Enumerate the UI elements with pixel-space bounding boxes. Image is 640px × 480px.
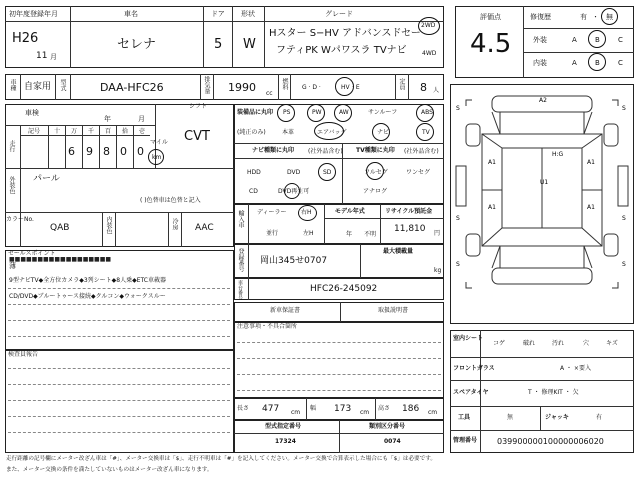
shape-label: 形状 [241, 10, 255, 18]
tv-analog: アナログ [363, 188, 388, 195]
digit-header-5: 拾 [122, 128, 129, 135]
digit-header-4: 百 [105, 128, 112, 135]
length-cm: cm [291, 409, 301, 416]
nav-sd: SD [323, 169, 332, 176]
nav-dvd-playback: DVD再生可 [278, 188, 310, 195]
equip-leather: 本革 [282, 129, 295, 136]
repair-yes: 有 [580, 13, 587, 21]
mileage-digit-2: 9 [86, 145, 93, 158]
first-reg-year: H26 [12, 31, 39, 46]
exterior-a: A [572, 36, 577, 44]
interior-hole: 穴 [583, 340, 590, 347]
mile-label: マイル [150, 139, 168, 146]
model-code: DAA-HFC26 [100, 81, 164, 94]
diagram-a2: A2 [539, 97, 547, 104]
usage-value: 自家用 [24, 82, 52, 92]
cc-unit: cc [266, 90, 273, 97]
ac-value: AAC [195, 223, 214, 233]
inspector-label: 検査員報告 [8, 351, 39, 358]
import-left: 左H [303, 230, 314, 237]
drive-2wd: 2WD [421, 22, 436, 29]
exterior-b: B [595, 36, 600, 44]
chassis-number: HFC26-245092 [310, 284, 378, 294]
category-value: 0074 [384, 438, 401, 445]
capacity-label: 定員 [398, 78, 405, 90]
height-value: 186 [402, 404, 420, 414]
tv-oneseg: ワンセグ [406, 169, 431, 176]
digit-header-1: 十 [54, 128, 61, 135]
warranty-box [234, 302, 444, 322]
interior-burn: コゲ [493, 340, 506, 347]
equip-aw-circle [334, 104, 352, 122]
digit-header-2: 万 [71, 128, 78, 135]
type-label: 型式 [59, 79, 66, 91]
fuel-rest: · E [352, 84, 360, 91]
shape-value: W [243, 37, 256, 52]
diagram-hg: H:G [552, 151, 564, 158]
sales-line-2: 9型ナビTV◆全方位カメラ◆3列シート◆8人乗◆ETC車載器 [9, 277, 166, 284]
score-label: 評価点 [480, 13, 501, 21]
mgmt-label: 管理番号 [453, 437, 478, 444]
fuel-options: G · D · [302, 84, 321, 91]
exterior-label: 外装 [533, 36, 547, 44]
recycle-value: 11,810 [394, 224, 426, 234]
sales-line-3: CD/DVD◆ブルートゥース接続◆クルコン◆ウォークスルー [9, 293, 166, 300]
equip-nav: ナビ [377, 129, 390, 136]
width-cm: cm [360, 409, 370, 416]
grade-line-2: フティPK Wパワスラ TVナビ [276, 45, 407, 56]
nav-dvd-playback-circle [284, 183, 300, 199]
tv-fullseg: フルセグ [364, 169, 388, 176]
model-year-label: モデル年式 [335, 208, 365, 215]
nav-cd: CD [249, 188, 258, 195]
interior-tear: 破れ [523, 340, 536, 347]
equip-airbag-circle [314, 122, 344, 140]
length-value: 477 [262, 404, 280, 414]
digit-header-0: 記号 [28, 128, 41, 135]
equip-ps-circle [277, 104, 295, 122]
repair-dash: ・ [592, 13, 599, 21]
interior-stain: 汚れ [552, 340, 565, 347]
nav-hdd: HDD [247, 169, 261, 176]
capacity-value: 8 [420, 81, 427, 94]
first-reg-label: 初年度登録年月 [9, 10, 58, 18]
model-year-unknown: 不明 [364, 231, 377, 238]
doors-label: ドア [211, 10, 225, 18]
registration-label: 登録番号 [237, 248, 244, 272]
nav-dvd: DVD [287, 169, 301, 176]
sales-label: セールスポイント [8, 250, 56, 257]
ac-label: 冷房 [171, 218, 178, 230]
km-label: km [152, 154, 162, 161]
import-right-circle [298, 205, 317, 221]
doors-value: 5 [214, 37, 223, 52]
sales-box [5, 250, 234, 350]
equip-aw: AW [339, 109, 349, 116]
displacement-label: 排気量 [203, 76, 210, 94]
footer-line-2: また、メーター交換の条件を満たしていないものはメーター改ざん車になります。 [6, 467, 213, 473]
diagram-a1-1: A1 [488, 159, 496, 166]
owners-manual: 取扱説明書 [378, 307, 409, 314]
score-value: 4.5 [470, 29, 512, 59]
fuel-hv-circle [335, 77, 354, 96]
car-name-label: 車名 [124, 10, 138, 18]
grade-line-1: Hスター S−HV アドバンスドセー [269, 28, 421, 39]
diagram-s-6: S [622, 261, 626, 268]
nav-header: ナビ種類に丸印 [252, 147, 295, 154]
fuel-hv: HV [341, 84, 350, 91]
footer-line-1: 走行距離の記号欄にメーター改ざん車は「#」、メーター交換車は「$」、走行不明車は「#」を記入してください。メーター交換で合算表示した場合にも「$」は必要です。 [6, 456, 436, 462]
import-parallel: 並行 [266, 230, 279, 237]
interior-c: C [618, 59, 623, 67]
length-label: 長さ [237, 405, 250, 412]
diagram-a1-2: A1 [587, 159, 595, 166]
import-label: 輸入車 [237, 210, 244, 228]
width-label: 幅 [310, 405, 317, 412]
equip-tv: TV [422, 129, 430, 136]
notes-label: 注意事項・不具合箇所 [237, 323, 298, 330]
car-damage-diagram [452, 86, 632, 322]
jack-value: 有 [596, 414, 603, 421]
equip-sunroof: サンルーフ [368, 109, 398, 116]
repair-no: 無 [606, 13, 613, 21]
diagram-s-1: S [456, 105, 460, 112]
inspector-box [5, 350, 234, 453]
notes-box [234, 322, 444, 398]
interior-sheet-label: 室内シート [453, 335, 484, 342]
sales-line-0: ■■■■■■■■■■■■■■■■■■ [9, 256, 112, 263]
type-designation-label: 型式指定番号 [265, 423, 302, 430]
equip-tv-circle [416, 123, 434, 141]
drive-4wd: 4WD [422, 50, 437, 57]
width-value: 173 [334, 404, 352, 414]
recycle-label: リサイクル預託金 [385, 208, 433, 215]
car-name: セレナ [117, 37, 157, 52]
category-label: 類別区分番号 [369, 423, 406, 430]
digit-header-6: 壱 [139, 128, 146, 135]
shift-label: シフト [189, 103, 208, 110]
model-year-unit: 年 [346, 231, 353, 238]
spare-label: スペアタイヤ [453, 389, 489, 396]
type-designation-value: 17324 [275, 438, 296, 445]
exterior-c: C [618, 36, 623, 44]
windshield-label: フロントガラス [453, 365, 495, 372]
new-car-warranty: 新車保証書 [270, 307, 301, 314]
equip-pw: PW [312, 109, 322, 116]
equipment-sub: (純正のみ) [237, 129, 266, 136]
equip-abs-circle [416, 104, 434, 122]
mileage-digit-3: 8 [103, 145, 110, 158]
spare-value: T ・ 修理KIT ・ 欠 [528, 389, 579, 396]
diagram-s-2: S [622, 105, 626, 112]
inspection-label: 車検 [25, 109, 39, 117]
reg-label: 車種 [9, 79, 16, 91]
chassis-label: 車台番号 [237, 280, 243, 300]
import-dealer: ディーラー [257, 209, 287, 216]
tv-header: TV種類に丸印 [356, 147, 395, 154]
color-label: 外装色 [8, 176, 15, 194]
mileage-digit-1: 6 [68, 145, 75, 158]
repair-no-circle [601, 8, 618, 25]
inspection-month: 月 [138, 115, 145, 123]
fuel-label: 燃料 [281, 78, 288, 90]
month-unit: 月 [50, 53, 57, 61]
repair-label: 修復歴 [530, 13, 551, 21]
interior-b: B [595, 59, 600, 67]
diagram-s-4: S [622, 215, 626, 222]
max-load-kg: kg [434, 267, 442, 274]
mileage-digit-4: 0 [120, 145, 127, 158]
equipment-label: 装備品に丸印 [237, 109, 274, 116]
equip-airbag: エアバッグ [317, 129, 347, 136]
tv-sub: (社外品含む) [404, 148, 439, 155]
mileage-digit-5: 0 [137, 145, 144, 158]
exterior-b-circle [588, 30, 606, 48]
interior-b-circle [588, 53, 606, 71]
jack-label: ジャッキ [545, 414, 569, 421]
recycle-yen: 円 [434, 230, 441, 237]
digit-header-3: 千 [88, 128, 95, 135]
first-reg-month: 11 [36, 51, 48, 61]
diagram-a1-3: A1 [488, 204, 496, 211]
diagram-a1-4: A1 [587, 204, 595, 211]
equip-nav-circle [372, 123, 390, 141]
diagram-s-5: S [456, 261, 460, 268]
interior-label: 内装 [533, 59, 547, 67]
inspection-year: 年 [104, 115, 111, 123]
tools-label: 工具 [458, 414, 471, 421]
tools-value: 無 [507, 414, 514, 421]
mileage-label: 走行 [8, 140, 15, 152]
sales-line-1: 薄 [9, 262, 16, 270]
diagram-u1: U1 [540, 179, 549, 186]
km-circle [148, 149, 164, 165]
height-label: 高さ [378, 405, 391, 412]
capacity-unit: 人 [433, 87, 440, 94]
color-note: ( )色替車は色替と記入 [140, 197, 201, 204]
diagram-s-3: S [456, 215, 460, 222]
shift-value: CVT [184, 129, 210, 144]
windshield-value: A ・ ×要入 [560, 365, 591, 372]
mgmt-number: 039900000100000006020 [497, 437, 604, 446]
color-code-value: QAB [50, 223, 70, 233]
import-right: 右H [301, 209, 312, 216]
equip-ps: PS [283, 109, 291, 116]
nav-sd-circle [318, 163, 336, 181]
equip-pw-circle [307, 104, 325, 122]
color-code-label: カラーNo. [6, 216, 34, 223]
displacement-value: 1990 [228, 81, 256, 94]
grade-label: グレード [325, 10, 353, 18]
equip-abs: ABS [421, 109, 433, 116]
color-value: パール [33, 174, 60, 184]
height-cm: cm [428, 409, 438, 416]
tv-fullseg-circle [366, 162, 384, 180]
interior-scratch: キズ [606, 340, 618, 347]
interior-color-label: 内装色 [105, 216, 112, 234]
interior-a: A [572, 59, 577, 67]
nav-sub: (社外品含む) [308, 148, 343, 155]
max-load-label: 最大積載量 [383, 248, 414, 255]
plate-number: 岡山345せ0707 [260, 256, 328, 266]
